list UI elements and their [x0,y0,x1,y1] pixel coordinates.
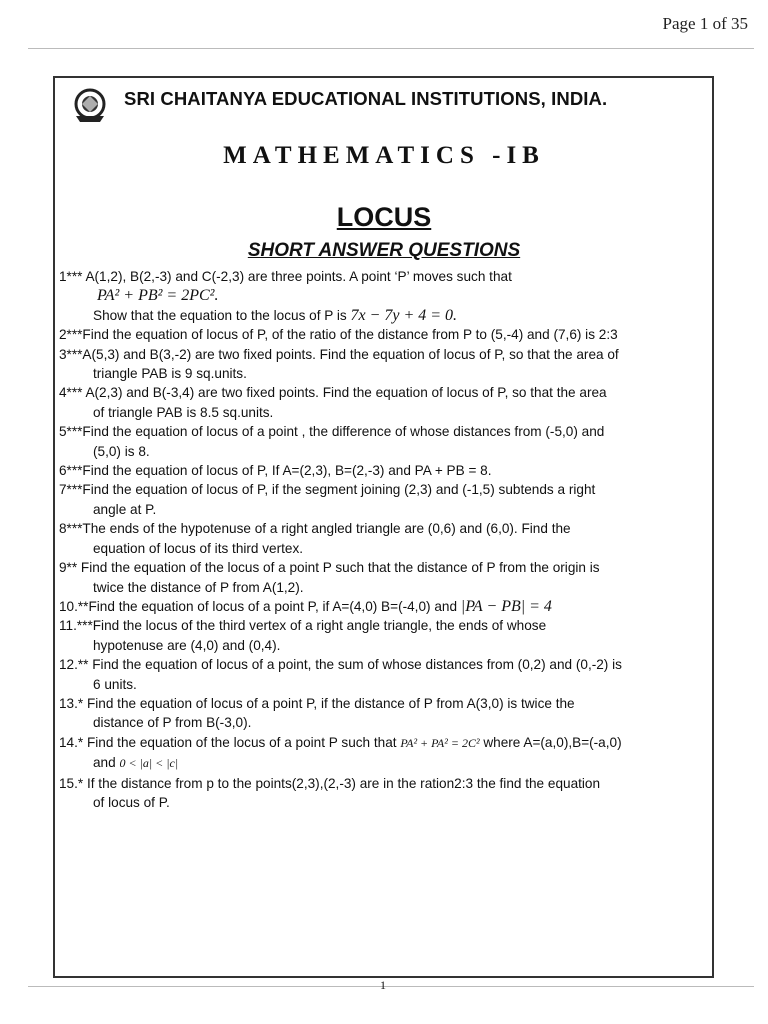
top-divider [28,48,754,49]
bottom-divider [28,986,754,987]
question-15: 15.* If the distance from p to the points(2,3),(2,-3) are in the ration2:3 the find the equation of locus of P. [59,775,601,810]
question-10-math: |PA − PB| = 4 [460,597,552,615]
question-list [59,267,710,812]
question-1-condition: PA² + PB² = 2PC². [97,287,219,305]
topic-title: LOCUS [336,202,432,232]
subject-title: MATHEMATICS -IB [223,142,545,169]
question-14: 14.* Find the equation of the locus of a point P such that PA² + PA² = 2C² where A=(a,0),B=(-a,0) and 0 < |a| < |c| [59,734,622,771]
question-11: 11.***Find the locus of the third vertex of a right angle triangle, the ends of whose hypotenuse are (4,0) and (0,4). [59,618,547,653]
page-number: Page 1 of 35 [662,14,748,33]
section-title: SHORT ANSWER QUESTIONS [247,240,521,261]
institution-logo [70,86,110,126]
question-13: 13.* Find the equation of locus of a point P, if the distance of P from A(3,0) is twice the distance of P from B(-3,0). [59,695,575,731]
question-6: 6***Find the equation of locus of P, If A=(2,3), B=(2,-3) and PA + PB = 8. [59,463,492,479]
question-3: 3***A(5,3) and B(3,-2) are two fixed points. Find the equation of locus of P, so that the area of triangle PAB is 9 sq.units. [59,346,619,382]
question-4: 4*** A(2,3) and B(-3,4) are two fixed points. Find the equation of locus of P, so that the area of triangle PAB is 8.5 sq.units. [59,385,607,420]
footer-page-number: 1 [380,978,386,992]
question-8: 8***The ends of the hypotenuse of a right angled triangle are (0,6) and (6,0). Find the equation of locus of its third vertex. [59,521,571,556]
question-1: 1*** A(1,2), B(2,-3) and C(-2,3) are three points. A point ‘P’ moves such that PA² + PB² = 2PC². Show that the equation to the locus of P is 7x − 7y + 4 = 0. [59,267,710,325]
question-1-answer: 7x − 7y + 4 = 0. [350,306,458,324]
institution-name: SRI CHAITANYA EDUCATIONAL INSTITUTIONS, INDIA. [124,88,608,109]
question-5: 5***Find the equation of locus of a point , the difference of whose distances from (-5,0) and (5,0) is 8. [59,424,605,459]
question-14-math-2: 0 < |a| < |c| [119,756,179,771]
question-14-math: PA² + PA² = 2C² [400,735,480,750]
question-10: 10.**Find the equation of locus of a point P, if A=(4,0) B=(-4,0) and |PA − PB| = 4 [59,597,552,615]
question-12: 12.** Find the equation of locus of a point, the sum of whose distances from (0,2) and (0,-2) is 6 units. [59,657,622,692]
question-9: 9** Find the equation of the locus of a point P such that the distance of P from the origin is twice the distance of P from A(1,2). [59,560,600,595]
question-7: 7***Find the equation of locus of P, if the segment joining (2,3) and (-1,5) subtends a right angle at P. [59,482,596,517]
question-2: 2***Find the equation of locus of P, of the ratio of the distance from P to (5,-4) and (7,6) is 2:3 [59,327,618,343]
